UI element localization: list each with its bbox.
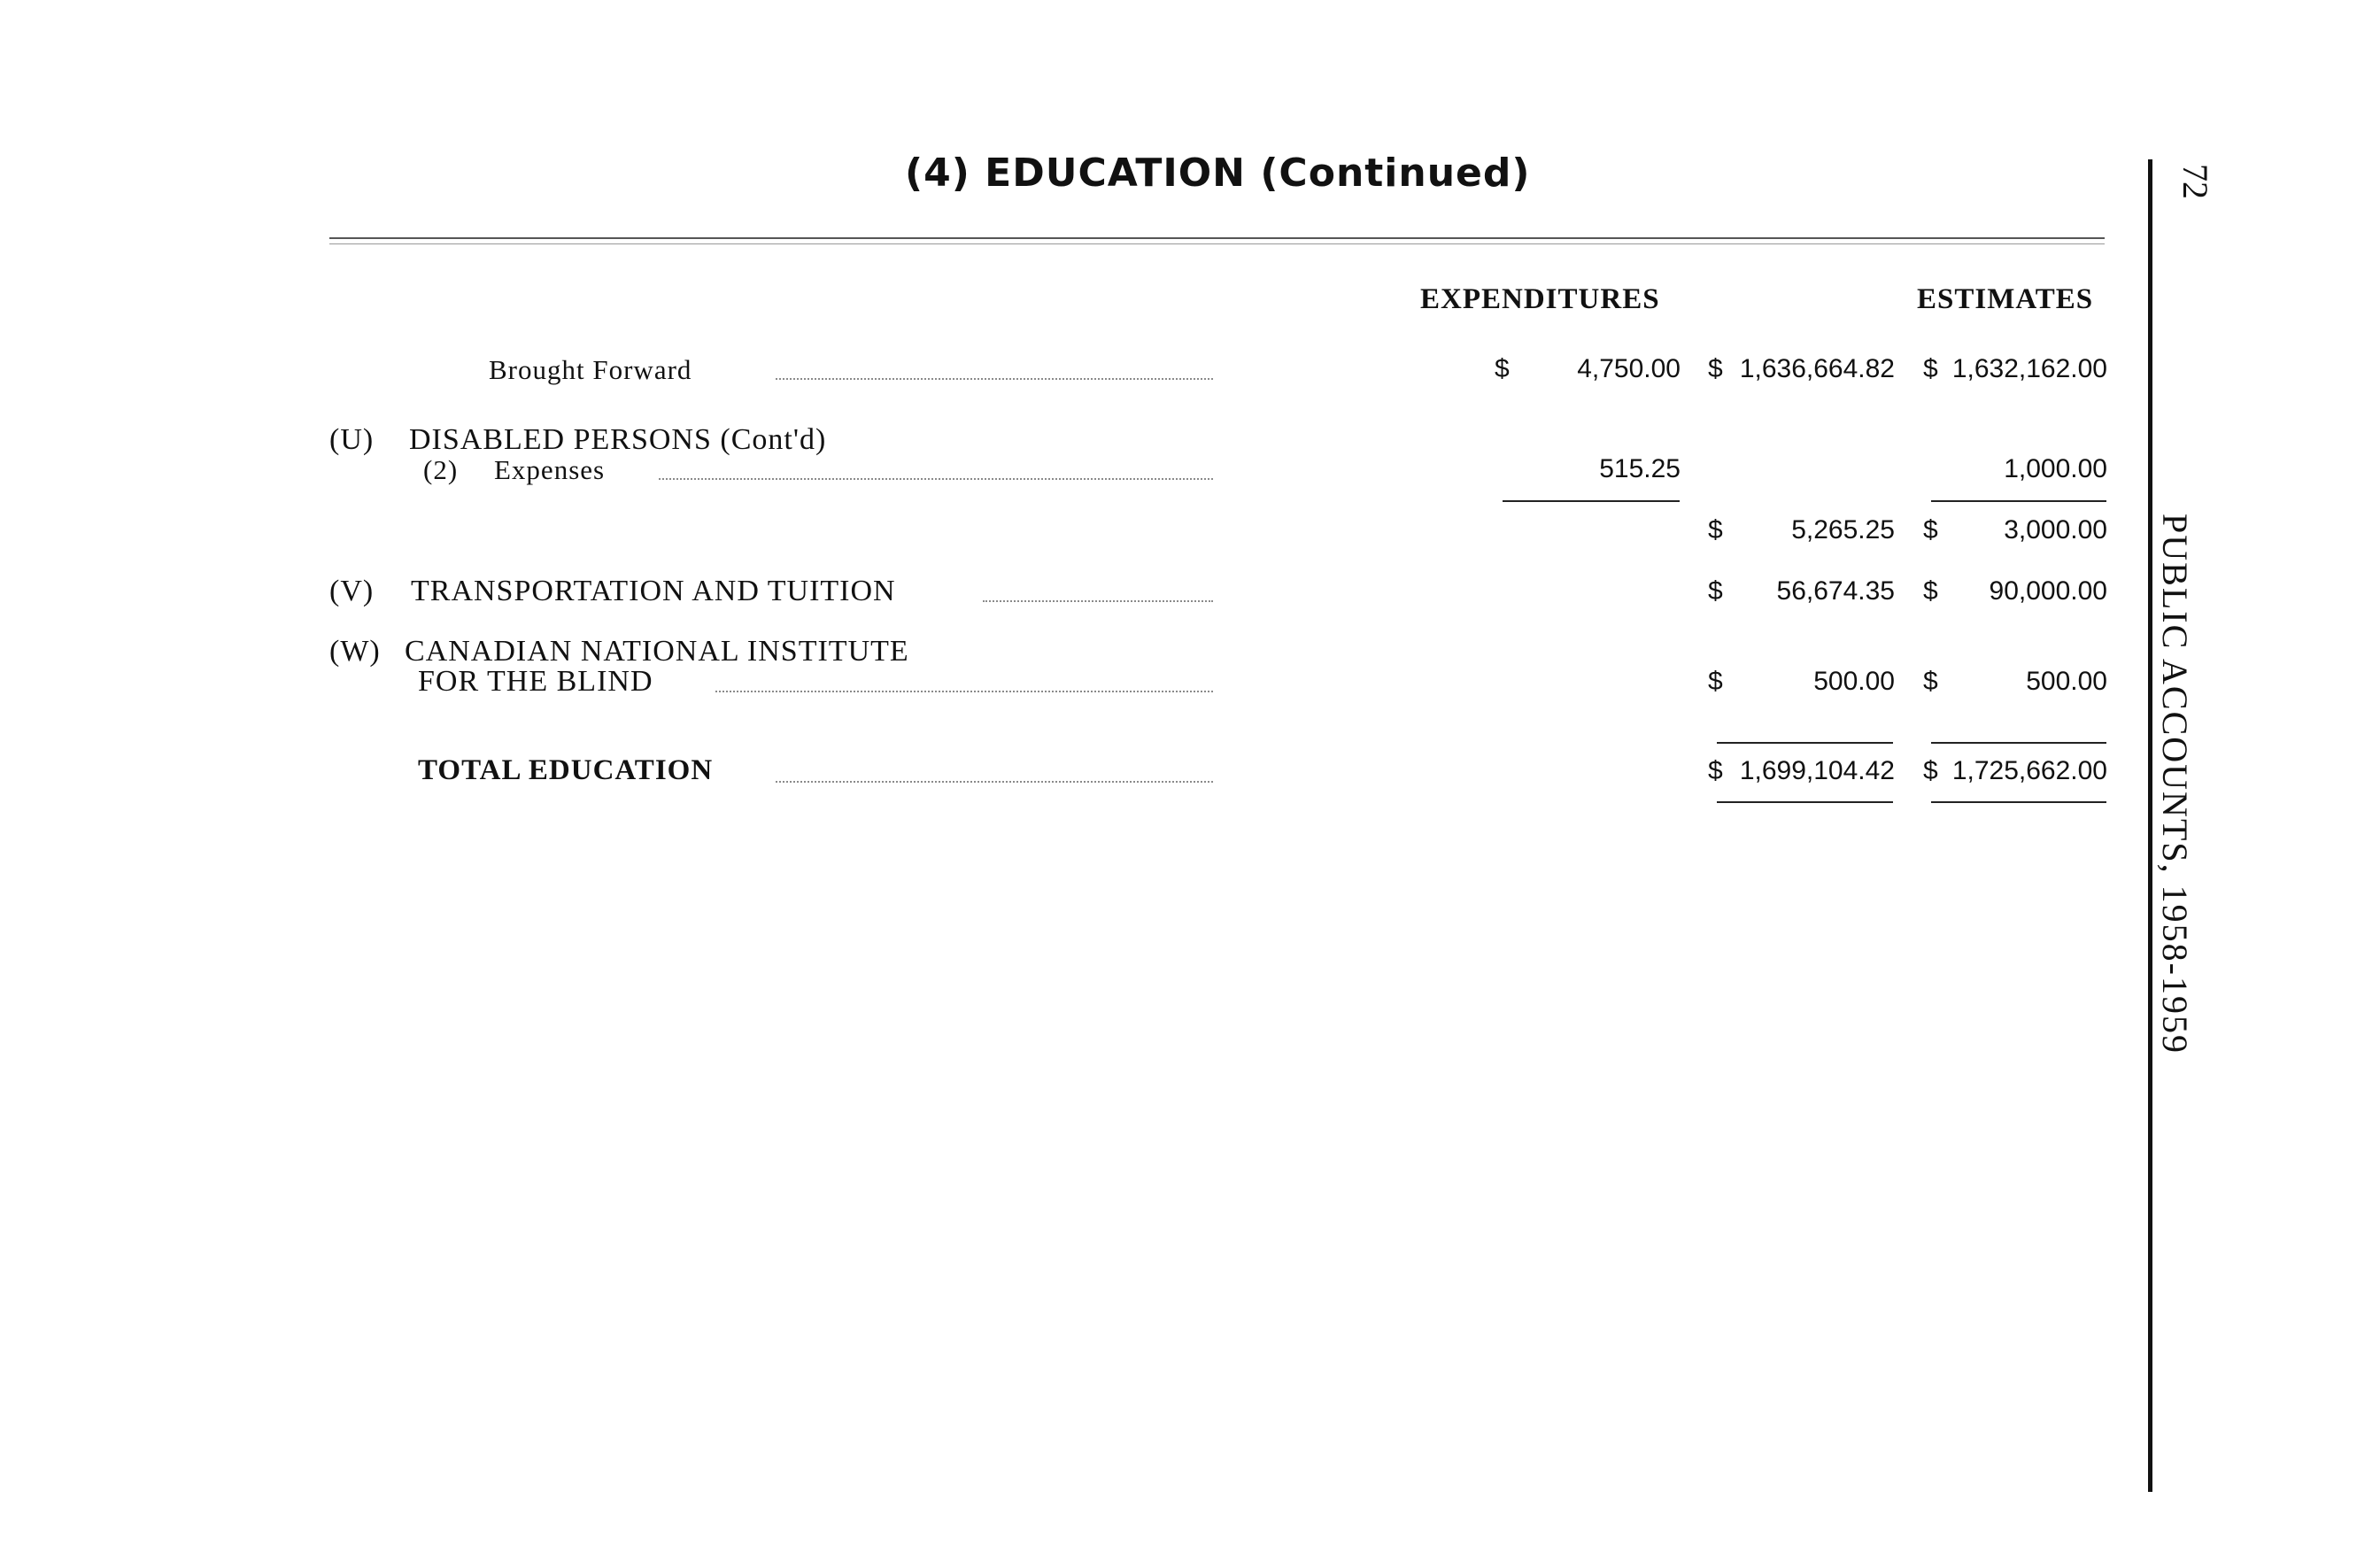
brought-forward-label: Brought Forward [489,354,692,385]
transportation-code: (V) [329,575,375,607]
running-head: PUBLIC ACCOUNTS, 1958-1959 [2155,514,2195,1054]
disabled-subtotal-currency: $ [1708,515,1723,545]
transportation-label: TRANSPORTATION AND TUITION [411,575,896,607]
brought-forward-est-value: 1,632,162.00 [1951,354,2107,383]
cnib-est-currency: $ [1923,667,1938,696]
total-exp-value: 1,699,104.42 [1739,756,1895,785]
total-rule [1931,742,2106,744]
total-double-rule [1717,801,1893,803]
total-double-rule [1931,801,2106,803]
leader-dots [776,378,1213,380]
total-est-currency: $ [1923,756,1938,785]
disabled-label: DISABLED PERSONS (Cont'd) [409,423,827,456]
transportation-exp-currency: $ [1708,576,1723,606]
estimates-header: ESTIMATES [1917,283,2094,315]
cnib-est-value: 500.00 [2026,667,2107,696]
transportation-est-currency: $ [1923,576,1938,606]
disabled-subtotal-value: 5,265.25 [1791,515,1895,545]
brought-forward-exp-currency: $ [1495,354,1510,383]
subtotal-rule [1503,500,1680,502]
brought-forward-total-value: 1,636,664.82 [1739,354,1895,383]
total-label: TOTAL EDUCATION [418,754,714,786]
disabled-code: (U) [329,423,375,456]
transportation-est-value: 90,000.00 [1989,576,2107,606]
disabled-est-subtotal-value: 3,000.00 [2004,515,2107,545]
brought-forward-est-currency: $ [1923,354,1938,383]
disabled-est-subtotal-currency: $ [1923,515,1938,545]
expenses-exp-value: 515.25 [1599,454,1681,483]
leader-dots [983,600,1213,602]
transportation-exp-value: 56,674.35 [1776,576,1895,606]
total-exp-currency: $ [1708,756,1723,785]
cnib-label-line2: FOR THE BLIND [418,665,653,698]
leader-dots [715,691,1213,692]
title-rule-top [329,237,2105,239]
cnib-label-line1: CANADIAN NATIONAL INSTITUTE [405,635,909,668]
margin-rule [2148,159,2152,1492]
total-est-value: 1,725,662.00 [1951,756,2107,785]
brought-forward-total-currency: $ [1708,354,1723,383]
cnib-exp-currency: $ [1708,667,1723,696]
cnib-code: (W) [329,635,381,668]
expenses-code: (2) [423,454,459,485]
title-rule-bottom [329,243,2105,244]
total-rule [1717,742,1893,744]
brought-forward-exp-value: 4,750.00 [1577,354,1681,383]
page-title: (4) EDUCATION (Continued) [905,151,1531,196]
subtotal-rule [1931,500,2106,502]
leader-dots [659,478,1213,480]
page-number: 72 [2175,164,2215,199]
expenditures-header: EXPENDITURES [1420,283,1660,315]
leader-dots [776,781,1213,783]
expenses-label: Expenses [494,454,606,485]
cnib-exp-value: 500.00 [1813,667,1895,696]
expenses-est-value: 1,000.00 [2004,454,2107,483]
